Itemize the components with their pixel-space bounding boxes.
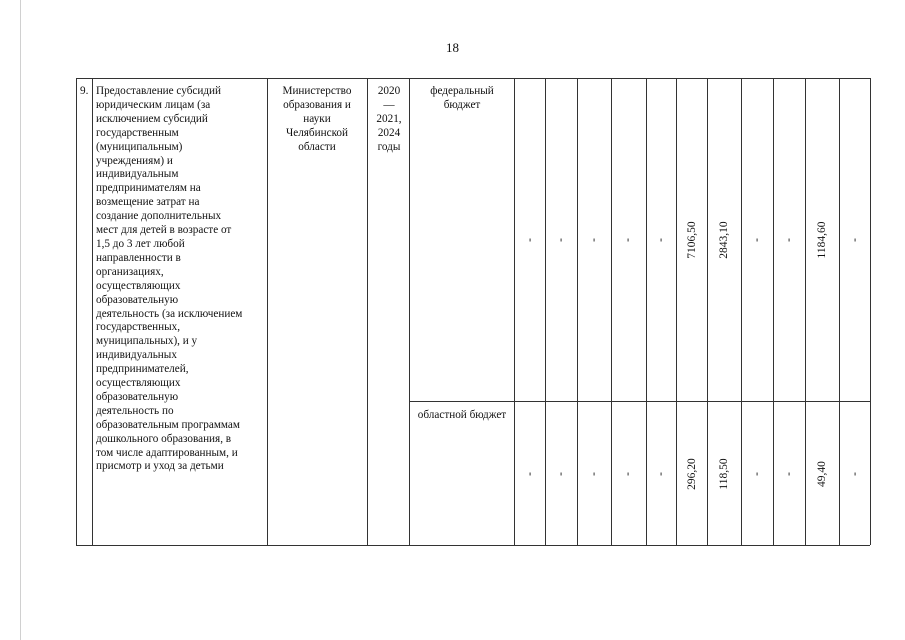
page-number: 18	[446, 40, 459, 55]
col-border	[676, 78, 677, 545]
description-line: Предоставление субсидий	[96, 85, 222, 97]
federal-value: 1184,60	[816, 221, 828, 259]
federal-value: -	[783, 238, 795, 242]
federal-value: -	[524, 238, 536, 242]
description-line: (муниципальным)	[96, 140, 183, 153]
col-border	[805, 78, 806, 545]
description-line: дошкольного образования, в	[96, 432, 232, 445]
funding-source-federal	[410, 85, 514, 113]
regional-value: -	[588, 472, 600, 476]
responsible-executor	[271, 85, 363, 155]
ministry-line: Министерство	[282, 85, 352, 97]
source-line: бюджет	[443, 98, 481, 111]
source-line: федеральный	[430, 85, 494, 97]
description-line: осуществляющих	[96, 279, 181, 292]
table-top-border	[76, 78, 870, 79]
row-number: 9.	[80, 85, 89, 97]
regional-value: -	[751, 472, 763, 476]
funding-source-regional	[410, 409, 514, 423]
ministry-line: образования и	[283, 98, 351, 111]
col-border	[870, 78, 871, 545]
col-border	[646, 78, 647, 545]
federal-value: -	[751, 238, 763, 242]
description-line: присмотр и уход за детьми	[96, 460, 224, 473]
federal-value: -	[655, 238, 667, 242]
regional-value: -	[849, 472, 861, 476]
description-line: индивидуальных	[96, 349, 177, 362]
regional-value: -	[524, 472, 536, 476]
description-line: государственным	[96, 126, 179, 139]
col-border	[839, 78, 840, 545]
col-border	[577, 78, 578, 545]
description-line: предпринимателям на	[96, 182, 201, 195]
description-line: деятельность (за исключением	[96, 307, 243, 320]
description-line: 1,5 до 3 лет любой	[96, 237, 185, 250]
description-line: образовательную	[96, 390, 179, 403]
period-line: 2020	[377, 85, 401, 97]
period-line: 2024	[377, 126, 401, 139]
source-row-divider	[409, 401, 870, 402]
col-border	[76, 78, 77, 545]
description-line: государственных,	[96, 321, 181, 334]
description-line: образовательную	[96, 293, 179, 306]
col-border	[545, 78, 546, 545]
regional-value: 296,20	[686, 458, 698, 490]
description-line: учреждениям) и	[96, 154, 173, 167]
col-border	[92, 78, 93, 545]
description-line: образовательным программам	[96, 418, 240, 431]
col-border	[514, 78, 515, 545]
ministry-line: Челябинской	[285, 126, 349, 139]
regional-value: -	[783, 472, 795, 476]
period-line: 2021,	[376, 112, 402, 125]
ministry-line: области	[298, 140, 336, 153]
federal-value: 2843,10	[718, 221, 730, 259]
description-line: организациях,	[96, 265, 164, 278]
regional-value: -	[622, 472, 634, 476]
description-line: индивидуальным	[96, 168, 179, 181]
federal-value: -	[588, 238, 600, 242]
federal-value: -	[849, 238, 861, 242]
ministry-line: науки	[303, 112, 331, 125]
federal-value: 7106,50	[686, 221, 698, 259]
description-line: том числе адаптированным, и	[96, 446, 238, 459]
regional-value: -	[555, 472, 567, 476]
federal-value: -	[555, 238, 567, 242]
regional-value: -	[655, 472, 667, 476]
description-line: муниципальных), и у	[96, 335, 198, 348]
col-border	[409, 78, 410, 545]
source-line: областной бюджет	[417, 409, 507, 421]
description-line: направленности в	[96, 251, 181, 264]
col-border	[707, 78, 708, 545]
description-line: создание дополнительных	[96, 210, 222, 223]
federal-value: -	[622, 238, 634, 242]
col-border	[741, 78, 742, 545]
description-line: возмещение затрат на	[96, 196, 200, 209]
col-border	[611, 78, 612, 545]
col-border	[367, 78, 368, 545]
col-border	[267, 78, 268, 545]
regional-value: 118,50	[718, 458, 730, 490]
description-line: деятельность по	[96, 404, 174, 417]
measure-description	[96, 85, 267, 474]
regional-value: 49,40	[816, 461, 828, 487]
implementation-period	[369, 85, 409, 155]
description-line: исключением субсидий	[96, 112, 208, 125]
period-line: годы	[377, 140, 401, 153]
description-line: предпринимателей,	[96, 363, 189, 376]
description-line: юридическим лицам (за	[96, 98, 211, 111]
col-border	[773, 78, 774, 545]
period-line: —	[383, 98, 395, 111]
table-bottom-border	[76, 545, 870, 546]
description-line: мест для детей в возрасте от	[96, 224, 232, 237]
description-line: осуществляющих	[96, 377, 181, 390]
